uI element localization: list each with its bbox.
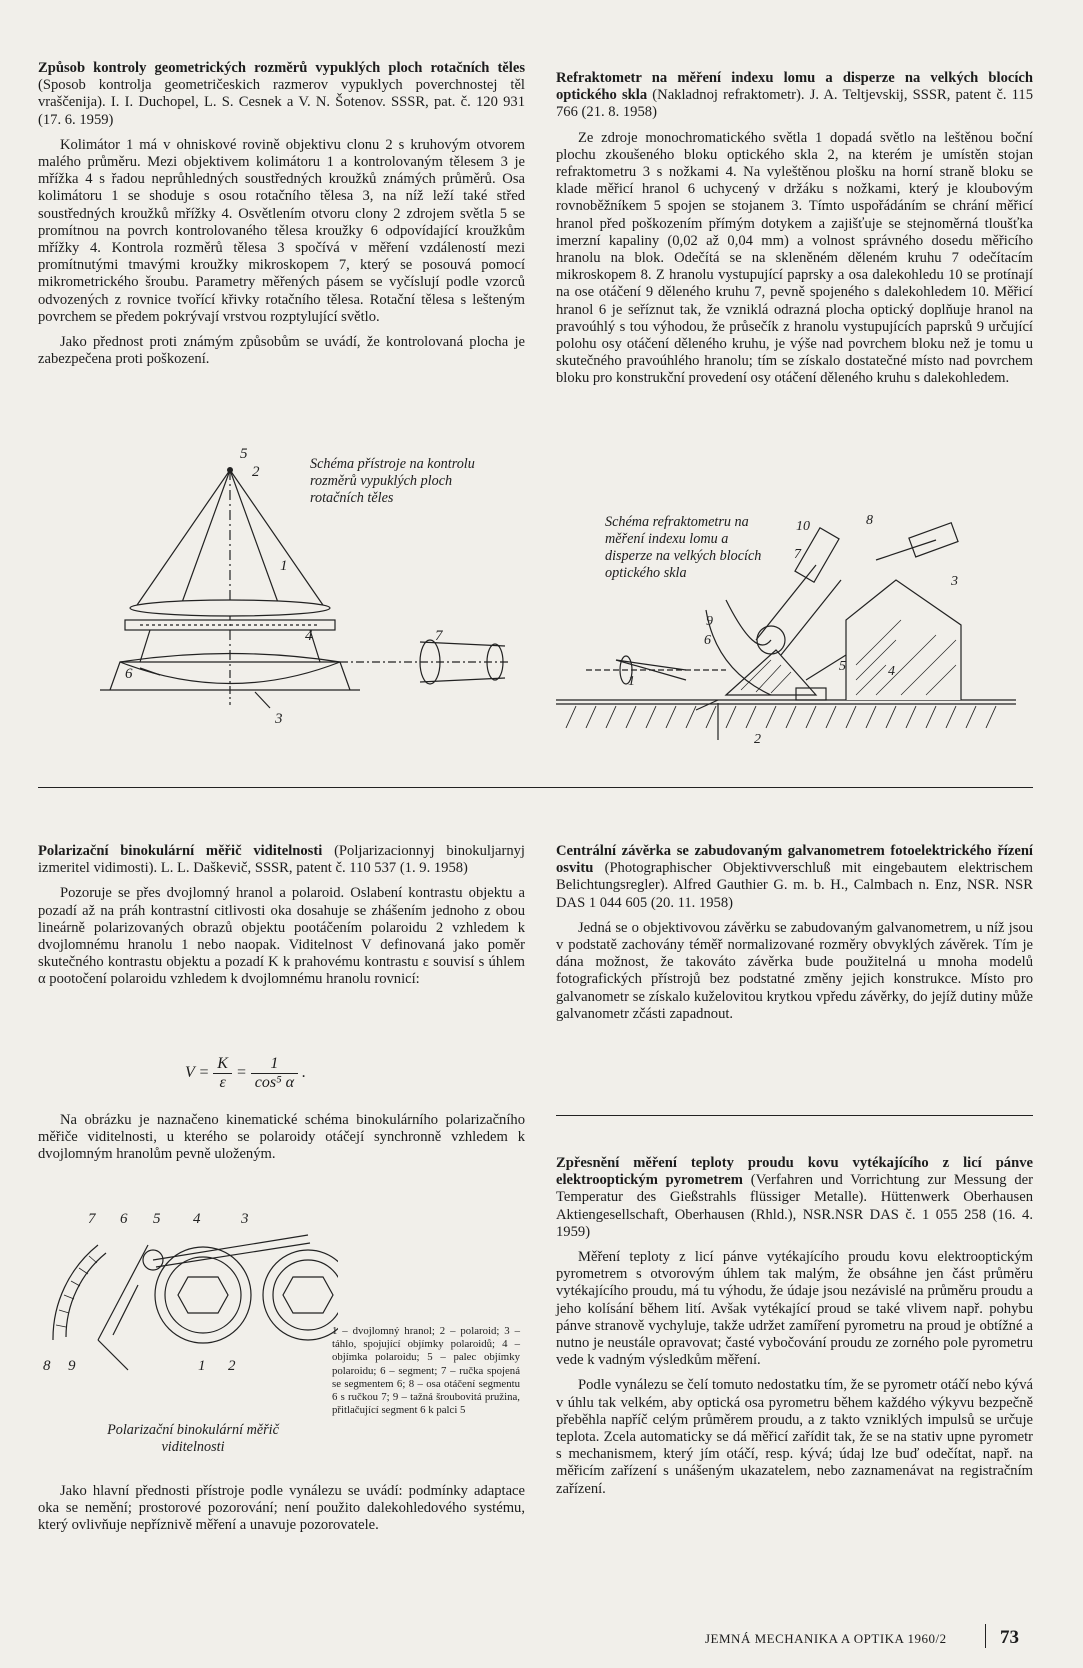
article-pyrometer bbox=[556, 1155, 1033, 1506]
article-shutter-galvanometer bbox=[556, 843, 1033, 1031]
article-geometric-control bbox=[38, 60, 525, 376]
article-title bbox=[556, 843, 1033, 912]
title-rest: (Sposob kontrolja geometričeskich razmerov vypuklych poverchnostej těl vraščenija). I. I. Duchopel, L. S. Cesnek a V. N. Šotenov. SSSR, pat. č. 120 931 (17. 6. 1959) bbox=[38, 77, 525, 128]
figure-binocular-meter bbox=[38, 1205, 338, 1380]
title-bold: Polarizační binokulární měřič viditelnosti bbox=[38, 843, 323, 859]
figure-caption: Schéma přístroje na kontrolu rozměrů vypuklých ploch rotačních těles bbox=[310, 456, 475, 506]
paragraph: Ze zdroje monochromatického světla 1 dopadá světlo na leštěnou boční plochu zkoušeného bloku optického skla 2, na kterém je umístěn stojan refraktometru 3 s nožkami 4. Na vyleštěnou plošku na horní straně bloku se klade měřicí hranol 6 uchycený v držáku s nožkami, který je kloubovým rovnoběžníkem 5 spojen se stojanem 3. Tímto uspořádáním se chrání měřicí hranol před poškozením přímým dotykem a zajišťuje se stejnoměrná tloušťka imerzní kapaliny (0,02 až 0,04 mm) a volnost správného dosedu měřicího hranolu na blok. Odečítá se na skleněném děleném kruhu 7 odečítacím mikroskopem 8. Z hranolu vystupující paprsky a osa dalekohledu 10 se protínají na ose otáčení 9 děleného kruhu 7, pevně spojeného s dalekohledem 10. Měřicí hranol 6 je seříznut tak, že vzniklá odrazná plocha optický doplňuje hranol na pravoúhlý s tou výhodou, že průsečík z hranolu vystupujících paprsků 9 určující polohu osy otáčení děleného kruhu, je výše nad povrchem bloku než je tomu u skutečného pravoúhlého hranolu; tím se získalo dostatečné místo nad povrchem bloku pro konstrukční provedení osy otáčení děleného kruhu s dalekohledem. bbox=[556, 129, 1033, 387]
paragraph: Na obrázku je naznačeno kinematické schéma binokulárního polarizačního měřiče viditelnosti, u kterého se polaroidy otáčejí synchronně vzhledem k dvojlomným hranolům pevně uloženým. bbox=[38, 1112, 525, 1163]
formula-denominator: cos⁵ α bbox=[254, 1074, 295, 1091]
journal-footer: JEMNÁ MECHANIKA A OPTIKA 1960/2 bbox=[705, 1631, 947, 1646]
article-title bbox=[556, 70, 1033, 122]
fig1-label: 4 bbox=[305, 628, 313, 644]
paragraph: Kolimátor 1 má v ohniskové rovině objektivu clonu 2 s kruhovým otvorem malého průměru. Mezi objektivem kolimátoru 1 a kontrolovaným tělesem 3 je mřížka 4 s řadou neprůhledných soustředných kroužků známých průměrů. Osa kolimátoru 1 se shoduje s osou rotačního tělesa 3, na níž leží také střed soustředných kroužků mřížky 4. Osvětlením otvoru clony 2 zdrojem světla 5 se promítnou na povrch kontrolovaného tělesa kroužky 6 odpovídající kroužkům mřížky 4. Kontrola rozměrů tělesa 3 spočívá v měření vzdáleností mezi promítnutými tmavými kroužky mikroskopem 7, který se posouvá pomocí mikrometrického šroubu. Parametry měřených pásem se vyčíslují podle vzorců odvozených z rovnice tvořící křivky rotačního tělesa. Rotační tělesa s lešteným povrchem se předem pokrývají vrstvou rozptylující světlo. bbox=[38, 136, 525, 325]
fig3-label: 9 bbox=[68, 1358, 76, 1374]
article-title bbox=[556, 1155, 1033, 1241]
title-rest: (Nakladnoj refraktometr). J. A. Teltjevskij, SSSR, patent č. 115 766 (21. 8. 1958) bbox=[556, 87, 1033, 121]
fig3-label: 3 bbox=[241, 1211, 249, 1227]
fig3-label: 2 bbox=[228, 1358, 236, 1374]
paragraph: Podle vynálezu se čelí tomuto nedostatku tím, že se pyrometr otáčí nebo kývá v úhlu tak velkém, aby optická osa pyrometru během každého výkyvu bezpečně přeběhla napříč celým průměrem proudu, a z takto vzniklých impulsů se určuje teplota. Zcela automaticky se dá měřicí zařídit tak, že se na stativ upne pyrometr s mechanismem, který jím otáčí, resp. kývá; údaj lze buď odečítat, např. na měřicím zařízení s unášeným ukazatelem, nebo zaznamenávat na registračním zařízení. bbox=[556, 1377, 1033, 1497]
formula-lhs: V = bbox=[185, 1064, 210, 1082]
fig1-label: 5 bbox=[240, 446, 248, 462]
fig2-label: 10 bbox=[796, 519, 810, 534]
paragraph: Jako přednost proti známým způsobům se uvádí, že kontrolovaná plocha je zabezpečena proti poškození. bbox=[38, 334, 525, 368]
paragraph: Jedná se o objektivovou závěrku se zabudovaným galvanometrem, u níž jsou v podstatě zachovány téměř normalizované rozměry obvyklých závěrek. Tím je dána možnost, že takováto závěrka bude použitelná u mnoha modelů fotografických přístrojů bez podstatné změny jejich konstrukce. Místo pro galvanometr se získalo kuželovitou krytkou vpředu závěrky, do jejíž dutiny může galvanometr zčásti zapadnout. bbox=[556, 919, 1033, 1022]
fig2-label: 3 bbox=[951, 574, 958, 589]
fig1-label: 7 bbox=[435, 628, 443, 644]
fig2-label: 8 bbox=[866, 513, 873, 528]
title-rest: (Verfahren und Vorrichtung zur Messung der Temperatur des Gießstrahls flüssiger Metalle). Hüttenwerk Oberhausen Aktiengesellschaft, Oberhausen (Rhld.), NSR.NSR DAS č. 1 055 258 (16. 4. 1959) bbox=[556, 1172, 1033, 1240]
visibility-formula bbox=[185, 1055, 306, 1092]
title-bold: Zpřesnění měření teploty proudu kovu vytékajícího z licí pánve elektrooptickým pyrometrem bbox=[556, 1155, 1033, 1189]
title-bold: Způsob kontroly geometrických rozměrů vypuklých ploch rotačních těles bbox=[38, 60, 525, 76]
article-visibility-meter bbox=[38, 843, 525, 997]
fig2-label: 5 bbox=[839, 659, 846, 674]
fig2-label: 4 bbox=[888, 664, 895, 679]
paragraph: Jako hlavní přednosti přístroje podle vynálezu se uvádí: podmínky adaptace oka se nemění; prostorové pozorování; není použito dalekohledového systému, který ovlivňuje nepříznivě měření a unavuje pozorovatele. bbox=[38, 1483, 525, 1534]
formula-denominator: ε bbox=[219, 1074, 226, 1091]
fig3-label: 8 bbox=[43, 1358, 51, 1374]
formula-numerator: K bbox=[213, 1055, 232, 1074]
paragraph: Pozoruje se přes dvojlomný hranol a polaroid. Oslabení kontrastu objektu a pozadí až na práh kontrastní citlivosti oka dosahuje se zhášením jednoho z obou lineárně polarizovaných obrazů objektu pootáčením polaroidu 2 vzhledem k dvojlomnému hranolu 1 nebo naopak. Viditelnost V definovaná jako poměr skutečného kontrastu objektu a pozadí K k prahovému kontrastu ε souvisí s úhlem α pootočení polaroidu vzhledem k dvojlomnému hranolu rovnicí: bbox=[38, 885, 525, 988]
title-rest: (Poljarizacionnyj binokuljarnyj izmeritel vidimosti). L. L. Daškevič, SSSR, patent č. 110 537 (1. 9. 1958) bbox=[38, 843, 525, 877]
article-visibility-meter-cont bbox=[38, 1112, 525, 1172]
page-number: 73 bbox=[1000, 1627, 1019, 1648]
title-rest: (Photographischer Objektivverschluß mit eingebautem elektrischem Belichtungsregler). Alfred Gauthier G. m. b. H., Calmbach n. Enz, NSR. NSR DAS 1 044 605 (20. 11. 1958) bbox=[556, 860, 1033, 911]
figure-caption: Schéma refraktometru na měření indexu lomu a disperze na velkých blocích optického skla bbox=[605, 514, 762, 581]
article-refractometer bbox=[556, 70, 1033, 396]
figure-caption: Polarizační binokulární měřič viditelnosti bbox=[107, 1422, 279, 1455]
fig1-label: 2 bbox=[252, 464, 260, 480]
footer-separator bbox=[985, 1624, 986, 1648]
fig3-label: 5 bbox=[153, 1211, 161, 1227]
fig1-label: 6 bbox=[125, 666, 133, 682]
article-title bbox=[38, 60, 525, 129]
fig2-label: 7 bbox=[794, 547, 801, 562]
fig3-label: 7 bbox=[88, 1211, 96, 1227]
section-divider bbox=[38, 787, 1033, 788]
paragraph: Měření teploty z licí pánve vytékajícího proudu kovu elektrooptickým pyrometrem s otvorovým úhlem tak malým, že obsáhne jen část průměru vytékajícího proudu, má tu výhodu, že údaje jsou nezávislé na průměru proudu a jeho kolísání během lití. Avšak vytékající proud se také vlivem např. pohybu pánve stranově vychyluje, takže udržet zamíření pyrometru na proud je obtížné a nutno je neustále opravovat; časté vybočování proudu ze zorného pole pyrometru vede k vadným výsledkům měření. bbox=[556, 1249, 1033, 1369]
fig2-label: 9 bbox=[706, 614, 713, 629]
formula-end: . bbox=[302, 1064, 307, 1082]
article-visibility-meter-end bbox=[38, 1483, 525, 1543]
fig3-label: 6 bbox=[120, 1211, 128, 1227]
article-divider bbox=[556, 1115, 1033, 1116]
title-bold: Refraktometr na měření indexu lomu a disperze na velkých blocích optického skla bbox=[556, 70, 1033, 104]
figure-legend: 1 – dvojlomný hranol; 2 – polaroid; 3 – táhlo, spojující objímky polaroidů; 4 – objímka polaroidu; 5 – palec objímky polaroidu; 6 – segment; 7 – ručka spojená se segmentem 6; 8 – osa otáčení segmentu 6 s ručkou 7; 9 – tažná šroubovitá pružina, přitlačující segment 6 k palci 5 bbox=[332, 1325, 520, 1417]
fig3-label: 4 bbox=[193, 1211, 201, 1227]
formula-fraction bbox=[251, 1055, 298, 1092]
fig2-label: 1 bbox=[628, 674, 635, 689]
fig1-label: 1 bbox=[280, 558, 288, 574]
formula-numerator: 1 bbox=[251, 1055, 298, 1074]
fig2-label: 2 bbox=[754, 732, 761, 747]
title-bold: Centrální závěrka se zabudovaným galvanometrem fotoelektrického řízení osvitu bbox=[556, 843, 1033, 877]
formula-equals: = bbox=[235, 1064, 247, 1082]
fig1-label: 3 bbox=[275, 711, 283, 727]
article-title bbox=[38, 843, 525, 877]
formula-fraction bbox=[213, 1055, 232, 1092]
fig2-label: 6 bbox=[704, 633, 711, 648]
fig3-label: 1 bbox=[198, 1358, 206, 1374]
